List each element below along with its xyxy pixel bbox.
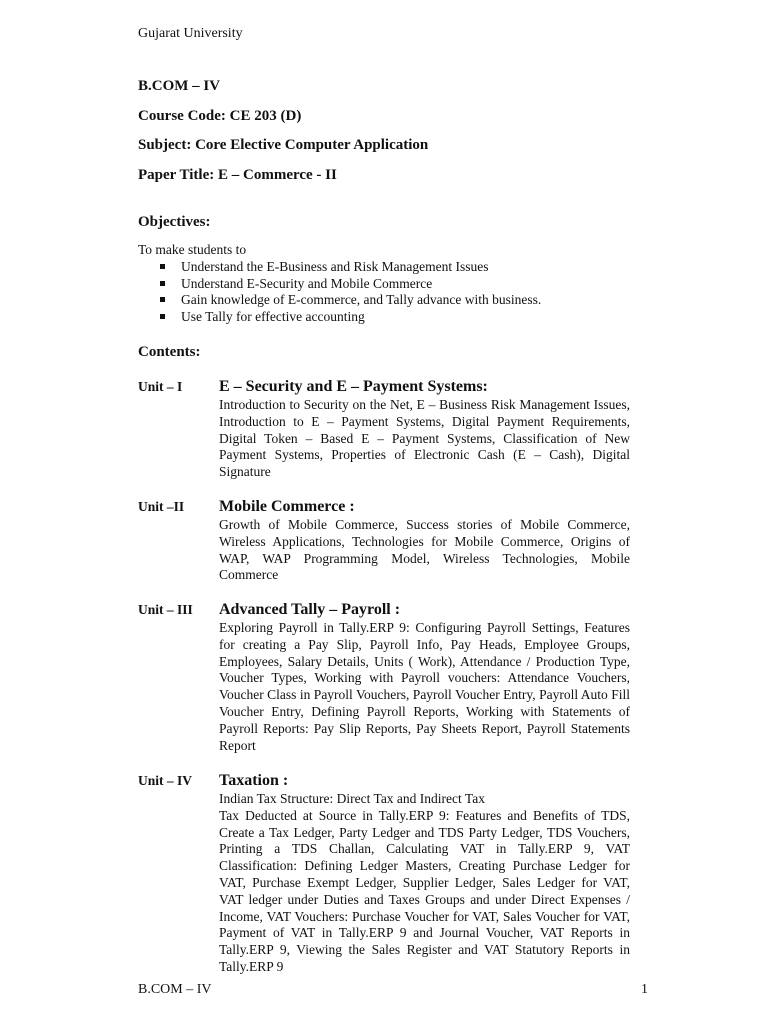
objectives-list [158, 259, 541, 325]
square-bullet-icon [160, 314, 165, 319]
objectives-heading: Objectives: [138, 214, 211, 230]
course-code: Course Code: CE 203 (D) [138, 108, 302, 124]
unit-label: Unit – III [138, 602, 193, 617]
objective-item: Gain knowledge of E-commerce, and Tally advance with business. [158, 292, 541, 309]
unit-label: Unit – IV [138, 773, 193, 788]
unit-label: Unit – I [138, 379, 183, 394]
unit-label: Unit –II [138, 499, 185, 514]
page-number: 1 [641, 982, 648, 997]
objectives-intro: To make students to [138, 242, 247, 257]
page-header: Gujarat University [138, 26, 243, 41]
paper-title: Paper Title: E – Commerce - II [138, 167, 337, 183]
objective-item: Use Tally for effective accounting [158, 309, 541, 326]
square-bullet-icon [160, 297, 165, 302]
subject: Subject: Core Elective Computer Application [138, 137, 429, 153]
square-bullet-icon [160, 281, 165, 286]
unit-description: Exploring Payroll in Tally.ERP 9: Configuring Payroll Settings, Features for creating a Pay Slip, Payroll Info, Pay Heads, Employee Groups, Employees, Salary Details, Units ( Work), Attendance / Production Type, Voucher Types, Working with Payroll vouchers: Attendance Vouchers, Voucher Class in Payroll Vouchers, Payroll Voucher Entry, Payroll Auto Fill Voucher Entry, Defining Payroll Reports, Working with Statements of Payroll Reports: Pay Slip Reports, Pay Sheets Report, Payroll Statements Report [219, 620, 630, 753]
objective-item: Understand E-Security and Mobile Commerce [158, 276, 541, 293]
unit-title: Taxation : [219, 772, 289, 789]
course-title: B.COM – IV [138, 78, 221, 94]
unit-title: E – Security and E – Payment Systems: [219, 378, 488, 395]
footer-course: B.COM – IV [138, 982, 212, 997]
objective-item: Understand the E-Business and Risk Management Issues [158, 259, 541, 276]
unit-title: Mobile Commerce : [219, 498, 355, 515]
unit-title: Advanced Tally – Payroll : [219, 601, 401, 618]
square-bullet-icon [160, 264, 165, 269]
unit-description: Indian Tax Structure: Direct Tax and Indirect Tax Tax Deducted at Source in Tally.ERP 9: Features and Benefits of TDS, Create a Tax Ledger, Party Ledger and TDS Party Ledger, TDS Vouchers, Printing a TDS Challan, Calculating VAT in Tally.ERP 9, VAT Classification: Defining Ledger Masters, Creating Purchase Ledger for VAT, Purchase Exempt Ledger, Supplier Ledger, Sales Ledger for VAT, VAT ledger under Duties and Taxes Groups and under Direct Expenses / Income, VAT Vouchers: Purchase Voucher for VAT, Sales Voucher for VAT, Payment of VAT in Tally.ERP 9 and Journal Voucher, VAT Reports in Tally.ERP 9, Viewing the Sales Register and VAT Statutory Reports in Tally.ERP 9 [219, 791, 630, 974]
unit-description: Growth of Mobile Commerce, Success stories of Mobile Commerce, Wireless Applications, Technologies for Mobile Commerce, Origins of WAP, WAP Programming Model, Wireless Technologies, Mobile Commerce [219, 517, 630, 583]
contents-heading: Contents: [138, 344, 201, 360]
unit-description: Introduction to Security on the Net, E – Business Risk Management Issues, Introduction to E – Payment Systems, Digital Payment Requirements, Digital Token – Based E – Payment Systems, Classification of New Payment Systems, Properties of Electronic Cash (E – Cash), Digital Signature [219, 397, 630, 480]
